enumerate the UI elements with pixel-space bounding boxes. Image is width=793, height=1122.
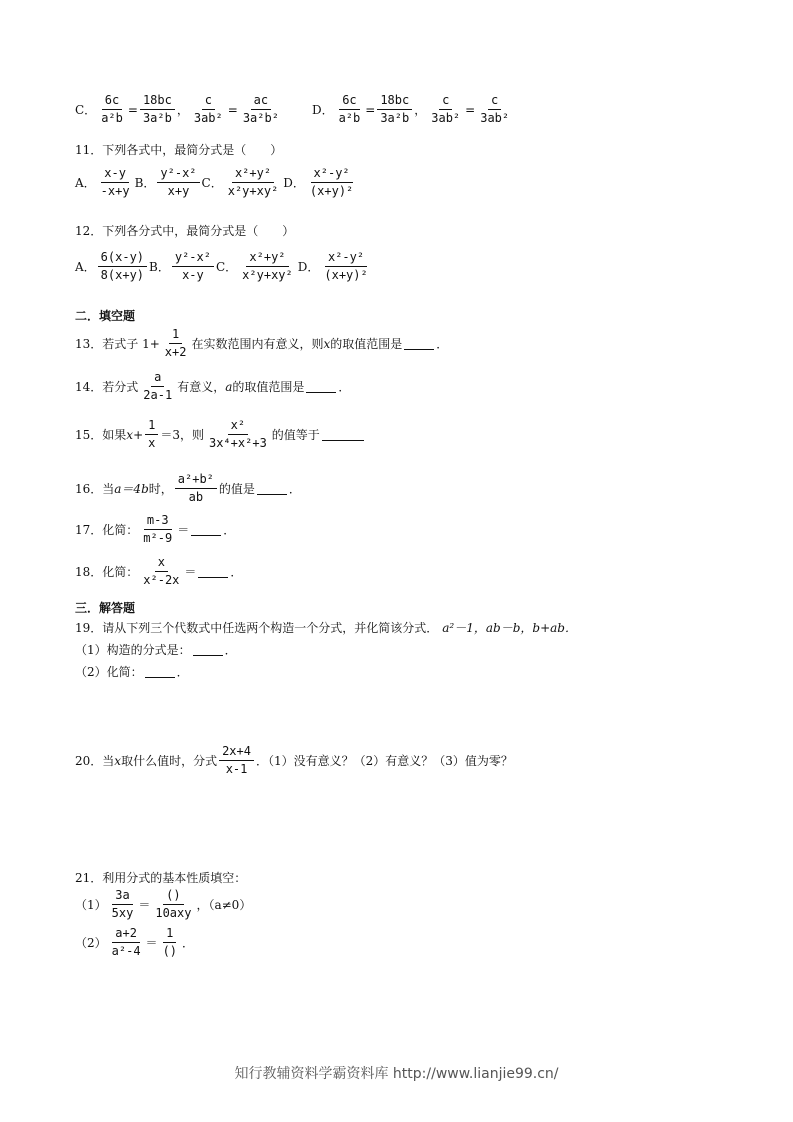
fraction: $\frac{x-y}{-x+y}$ [100,166,130,198]
fraction: $\frac{c}{\text{3ab²}}$ [480,93,510,125]
q12-options [75,250,373,283]
q20-text: 取什么值时，分式 [121,754,218,768]
variable: x [114,753,122,768]
variable: a [225,379,233,394]
q13-text: 在实数范围内有意义，则 [191,337,324,351]
q17 [75,513,235,546]
answer-blank[interactable] [306,380,336,393]
option-b-label: B． [134,176,156,190]
fraction: $\frac{1}{x}$ [145,418,158,451]
q14-prefix: 14．若分式 [75,380,139,394]
equals: = [365,102,376,117]
fraction: $\frac{a}{2a-1}$ [143,370,173,402]
q15-text: 的值等于 [271,428,320,442]
q20-text: ．（1）没有意义？（2）有意义？（3）值为零？ [255,754,513,768]
fraction: $\frac{x}{\text{x²-2x}}$ [143,555,180,587]
fraction: $\frac{()}{\text{10axy}}$ [155,888,192,920]
q21-part1-label: （1） [75,898,107,912]
answer-blank[interactable] [198,565,228,578]
equals: = [227,102,238,117]
q20-prefix: 20．当 [75,754,115,768]
comma: ， [414,103,427,117]
q19-part2 [75,663,189,680]
fraction: $\frac{1}{x+2}$ [164,327,187,359]
q19-stem: 19．请从下列三个代数式中任选两个构造一个分式，并化简该分式． [75,621,439,635]
period: ． [288,482,301,496]
equals: = [127,102,138,117]
q19-stem-row [75,619,577,636]
fraction: $\frac{\text{x²+y²}}{\text{x²y+xy²}}$ [227,166,279,198]
comma: ， [176,103,189,117]
fraction: $\frac{1}{()}$ [162,926,178,958]
fraction: $\frac{3a}{5xy}$ [111,888,134,920]
fraction: $\frac{\text{y²-x²}}{x-y}$ [172,250,214,283]
q18-prefix: 18．化简： [75,565,139,579]
answer-blank[interactable] [193,643,223,656]
fraction: $\frac{18bc}{\text{3a²b}}$ [377,93,412,126]
q17-prefix: 17．化简： [75,523,139,537]
variable: x [323,336,331,351]
option-c-label: C． [215,260,238,274]
equals: ＝ [138,898,151,912]
fraction: $\frac{m-3}{\text{m²-9}}$ [143,513,173,545]
option-b-label: B． [149,260,170,274]
fraction: $\frac{\text{x²+y²}}{\text{x²y+xy²}}$ [242,250,293,282]
q16 [75,472,301,505]
period: ． [338,380,351,394]
q15 [75,418,366,451]
answer-blank[interactable] [404,337,434,350]
option-d-label: D． [283,176,305,190]
fraction: $\frac{ac}{\text{3a²b²}}$ [242,93,279,125]
fraction: $\frac{c}{\text{3ab²}}$ [193,93,223,125]
q19-part1 [75,641,237,658]
q21-part2-label: （2） [75,936,107,950]
option-a-label: A． [75,260,96,274]
fraction: $\frac{\text{x²-y²}}{\text{(x+y)²}}$ [324,250,368,282]
option-a-label: A． [75,176,96,190]
q21-part1 [75,888,251,921]
q10-options-row [75,93,514,126]
q14 [75,370,350,403]
fraction: $\frac{6(x-y)}{8(x+y)}$ [98,250,147,283]
q18 [75,555,242,588]
q11-stem: 11．下列各式中，最简分式是（ ） [75,143,283,157]
q11-options [75,166,358,199]
period: ． [436,337,449,351]
q16-text: 时， [148,482,173,496]
option-d-label: D． [311,103,334,117]
q19-part2-label: （2）化简： [75,665,143,679]
plus: + [133,427,144,442]
q16-text: 的值是 [218,482,255,496]
q15-text: ＝3，则 [160,428,204,442]
q21-stem: 21．利用分式的基本性质填空： [75,871,247,885]
section-heading-fill-in: 二．填空题 [75,309,136,323]
q13-text: 的取值范围是 [330,337,403,351]
equals: ＝ [184,565,197,579]
q14-text: 有意义， [177,380,226,394]
condition: a＝4b [114,482,149,496]
fraction: $\frac{18bc}{\text{3a²b}}$ [140,93,175,126]
q13-prefix: 13．若式子 1+ [75,337,160,351]
period: ． [223,523,236,537]
answer-blank[interactable] [191,523,221,536]
fraction: $\frac{\text{x²-y²}}{\text{(x+y)²}}$ [309,166,354,198]
period: ． [182,936,195,950]
q20 [75,744,513,777]
q21-condition: ，（a≠0） [196,898,252,912]
fraction: $\frac{\text{x²}}{\text{3x⁴+x²+3}}$ [209,418,267,450]
fraction: $\frac{\text{y²-x²}}{x+y}$ [157,166,199,199]
answer-blank[interactable] [322,428,364,441]
equals: = [465,102,476,117]
answer-blank[interactable] [145,665,175,678]
option-c-label: C． [201,176,223,190]
q12-stem: 12．下列各分式中，最简分式是（ ） [75,224,295,238]
answer-blank[interactable] [257,482,287,495]
fraction: $\frac{a+2}{\text{a²-4}}$ [111,926,141,958]
period: ． [230,565,243,579]
q19-part1-label: （1）构造的分式是： [75,643,191,657]
equals: ＝ [177,523,190,537]
equals: ＝ [145,936,158,950]
q13 [75,327,448,360]
fraction: $\frac{2x+4}{x-1}$ [219,744,254,777]
q16-prefix: 16．当 [75,482,115,496]
fraction: $\frac{c}{\text{3ab²}}$ [431,93,461,125]
variable: x [126,427,134,442]
fraction: $\frac{6c}{\text{a²b}}$ [338,93,361,125]
option-d-label: D． [297,260,320,274]
q21-part2 [75,926,194,959]
period: ． [224,643,237,657]
period: ． [176,665,189,679]
footer-source: 知行教辅资料学霸资料库 http://www.lianjie99.cn/ [234,1066,559,1082]
section-heading-solve: 三．解答题 [75,601,136,615]
q15-prefix: 15．如果 [75,428,127,442]
fraction: $\frac{\text{a²+b²}}{ab}$ [175,472,217,505]
fraction: $\frac{6c}{\text{a²b}}$ [101,93,123,125]
option-c-label: C． [75,103,97,117]
q14-text: 的取值范围是 [232,380,305,394]
q19-expressions: a²－1，ab－b，b+ab． [442,621,577,635]
